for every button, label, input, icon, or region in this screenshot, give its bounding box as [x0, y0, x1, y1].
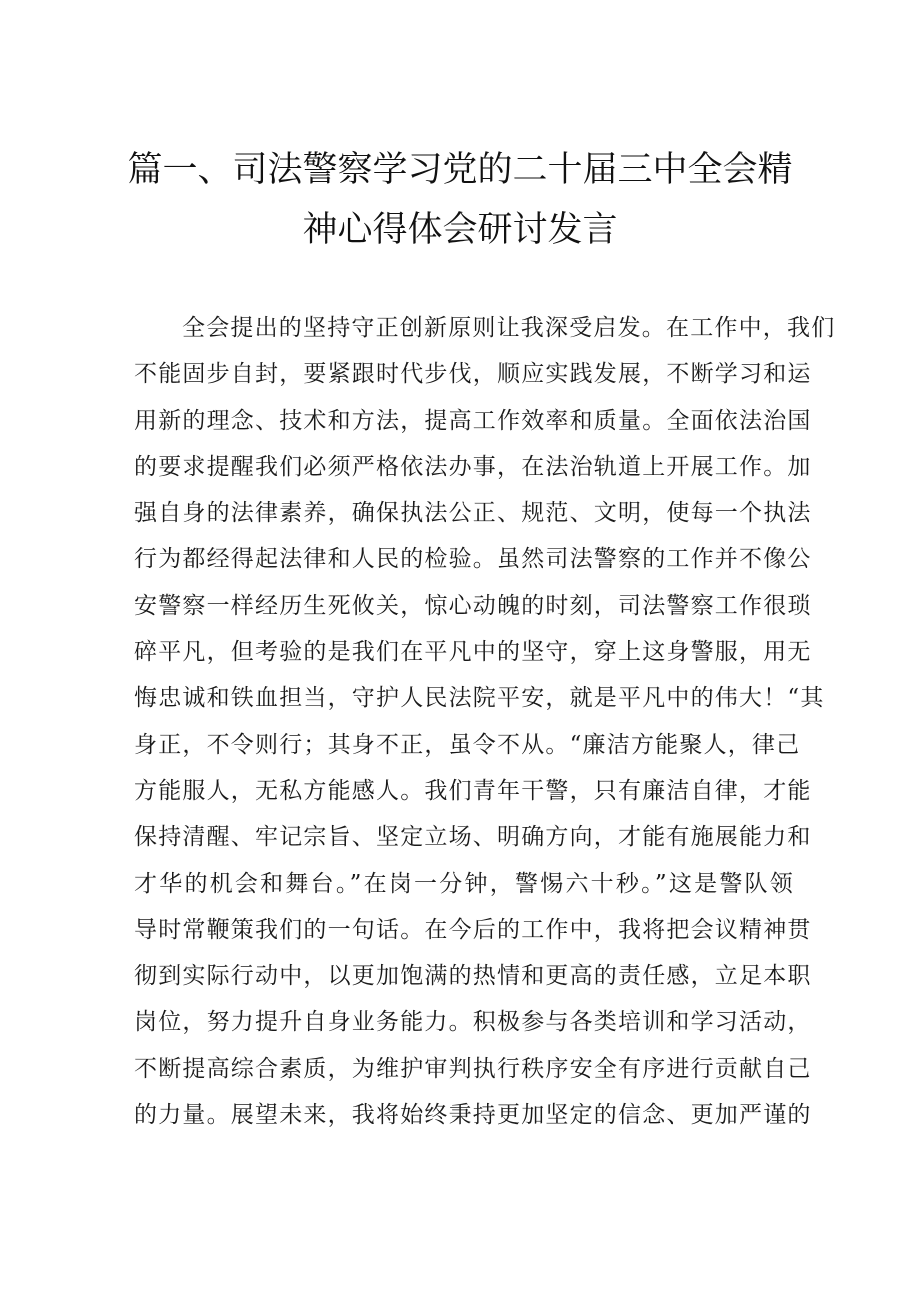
body-line: 用新的理念、技术和方法，提高工作效率和质量。全面依法治国 [134, 407, 812, 434]
body-line: 行为都经得起法律和人民的检验。虽然司法警察的工作并不像公 [134, 546, 812, 573]
body-line: 岗位，努力提升自身业务能力。积极参与各类培训和学习活动， [134, 1009, 812, 1036]
body-line: 保持清醒、牢记宗旨、坚定立场、明确方向，才能有施展能力和 [134, 824, 812, 851]
body-line: 方能服人，无私方能感人。我们青年干警，只有廉洁自律，才能 [134, 777, 812, 804]
body-line: 身正，不令则行；其身不正，虽令不从。“廉洁方能聚人，律己 [134, 731, 801, 758]
body-line: 的力量。展望未来，我将始终秉持更加坚定的信念、更加严谨的 [134, 1102, 812, 1129]
body-line: 强自身的法律素养，确保执法公正、规范、文明，使每一个执法 [134, 500, 812, 527]
body-line: 彻到实际行动中，以更加饱满的热情和更高的责任感，立足本职 [134, 963, 812, 990]
body-line: 不能固步自封，要紧跟时代步伐，顺应实践发展，不断学习和运 [134, 361, 812, 388]
body-line: 才华的机会和舞台。”在岗一分钟，警惕六十秒。”这是警队领 [134, 870, 794, 897]
document-body [134, 305, 836, 1138]
body-line: 不断提高综合素质，为维护审判执行秩序安全有序进行贡献自己 [134, 1055, 812, 1082]
document-title [120, 140, 800, 260]
body-line: 安警察一样经历生死攸关，惊心动魄的时刻，司法警察工作很琐 [134, 592, 812, 619]
body-line: 的要求提醒我们必须严格依法办事，在法治轨道上开展工作。加 [134, 453, 812, 480]
body-line: 碎平凡，但考验的是我们在平凡中的坚守，穿上这身警服，用无 [134, 639, 812, 666]
body-line: 全会提出的坚持守正创新原则让我深受启发。在工作中，我们 [182, 315, 836, 341]
body-line: 导时常鞭策我们的一句话。在今后的工作中，我将把会议精神贯 [134, 916, 812, 943]
title-line: 神心得体会研讨发言 [302, 210, 618, 250]
title-line: 篇一、司法警察学习党的二十届三中全会精 [127, 150, 793, 190]
body-line: 悔忠诚和铁血担当，守护人民法院平安，就是平凡中的伟大！“其 [134, 685, 825, 712]
